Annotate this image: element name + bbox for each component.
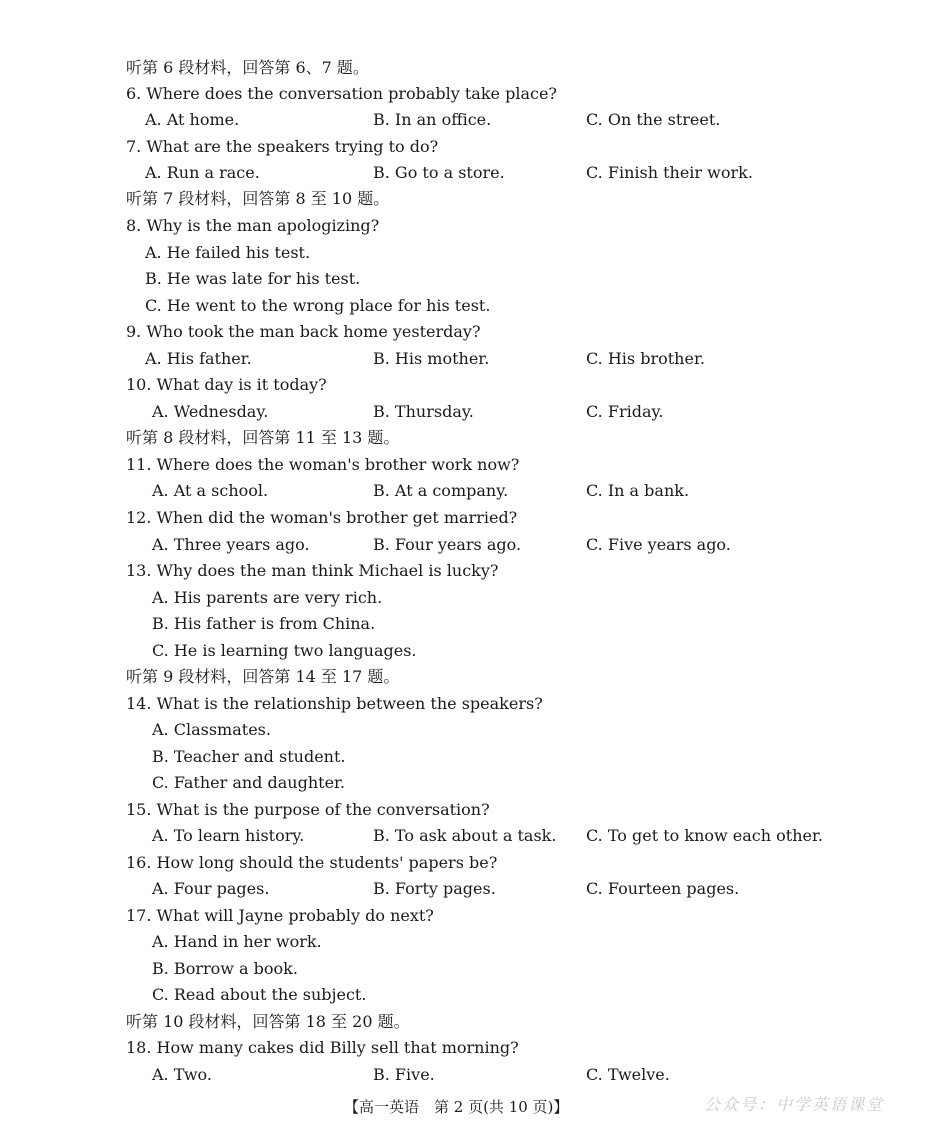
option-8c: C. He went to the wrong place for his test. [145, 296, 491, 315]
option-10a: A. Wednesday. [152, 402, 269, 421]
option-18b: B. Five. [373, 1065, 435, 1084]
question-15: 15. What is the purpose of the conversation? [126, 800, 490, 819]
option-8a: A. He failed his test. [145, 243, 311, 262]
question-16: 16. How long should the students' papers be? [126, 853, 498, 872]
option-10c: C. Friday. [586, 402, 664, 421]
option-10b: B. Thursday. [373, 402, 474, 421]
option-15b: B. To ask about a task. [373, 826, 557, 845]
option-18c: C. Twelve. [586, 1065, 670, 1084]
section-heading: 听第 6 段材料，回答第 6、7 题。 [126, 58, 369, 77]
option-9a: A. His father. [145, 349, 252, 368]
option-6c: C. On the street. [586, 110, 721, 129]
question-12: 12. When did the woman's brother get married? [126, 508, 518, 527]
option-7b: B. Go to a store. [373, 163, 505, 182]
question-10: 10. What day is it today? [126, 375, 327, 394]
option-6b: B. In an office. [373, 110, 492, 129]
page-footer: 【高一英语 第 2 页(共 10 页)】 [344, 1098, 569, 1116]
question-6: 6. Where does the conversation probably take place? [126, 84, 557, 103]
option-14b: B. Teacher and student. [152, 747, 346, 766]
option-12b: B. Four years ago. [373, 535, 522, 554]
watermark: 公众号：中学英语课堂 [704, 1095, 885, 1114]
option-9b: B. His mother. [373, 349, 490, 368]
option-13a: A. His parents are very rich. [152, 588, 383, 607]
option-7c: C. Finish their work. [586, 163, 753, 182]
option-14a: A. Classmates. [152, 720, 271, 739]
section-heading: 听第 8 段材料，回答第 11 至 13 题。 [126, 428, 400, 447]
question-17: 17. What will Jayne probably do next? [126, 906, 434, 925]
question-9: 9. Who took the man back home yesterday? [126, 322, 481, 341]
option-15c: C. To get to know each other. [586, 826, 823, 845]
section-heading: 听第 9 段材料，回答第 14 至 17 题。 [126, 667, 400, 686]
option-7a: A. Run a race. [145, 163, 260, 182]
option-18a: A. Two. [152, 1065, 212, 1084]
option-12a: A. Three years ago. [152, 535, 310, 554]
question-8: 8. Why is the man apologizing? [126, 216, 380, 235]
option-13c: C. He is learning two languages. [152, 641, 417, 660]
option-6a: A. At home. [145, 110, 240, 129]
option-11a: A. At a school. [152, 481, 269, 500]
question-14: 14. What is the relationship between the speakers? [126, 694, 543, 713]
option-8b: B. He was late for his test. [145, 269, 361, 288]
option-17b: B. Borrow a book. [152, 959, 298, 978]
option-14c: C. Father and daughter. [152, 773, 346, 792]
option-16a: A. Four pages. [152, 879, 270, 898]
option-16c: C. Fourteen pages. [586, 879, 740, 898]
option-11c: C. In a bank. [586, 481, 690, 500]
question-11: 11. Where does the woman's brother work now? [126, 455, 520, 474]
option-13b: B. His father is from China. [152, 614, 376, 633]
question-13: 13. Why does the man think Michael is lucky? [126, 561, 499, 580]
option-16b: B. Forty pages. [373, 879, 496, 898]
option-15a: A. To learn history. [152, 826, 305, 845]
question-18: 18. How many cakes did Billy sell that morning? [126, 1038, 519, 1057]
section-heading: 听第 7 段材料，回答第 8 至 10 题。 [126, 189, 390, 208]
option-9c: C. His brother. [586, 349, 705, 368]
option-17a: A. Hand in her work. [152, 932, 322, 951]
option-17c: C. Read about the subject. [152, 985, 367, 1004]
question-7: 7. What are the speakers trying to do? [126, 137, 439, 156]
section-heading: 听第 10 段材料，回答第 18 至 20 题。 [126, 1012, 410, 1031]
option-12c: C. Five years ago. [586, 535, 731, 554]
option-11b: B. At a company. [373, 481, 509, 500]
